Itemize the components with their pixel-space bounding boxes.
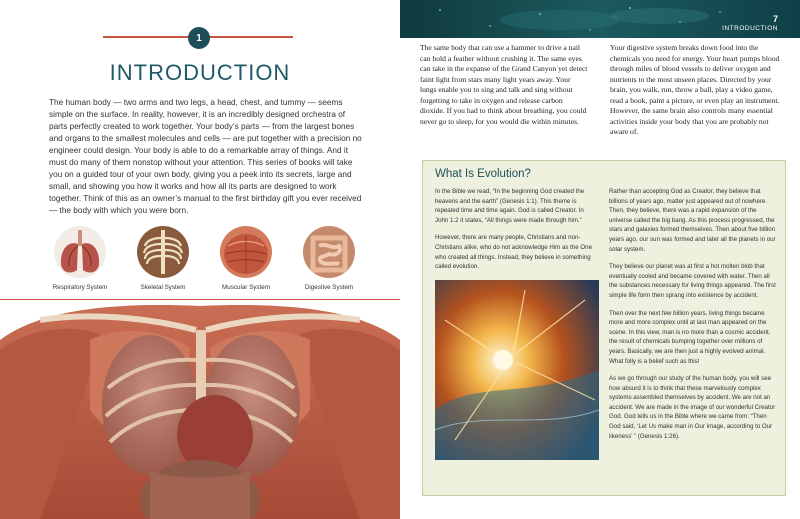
system-label: Muscular System xyxy=(222,284,270,291)
sidebar-paragraph: As we go through our study of the human body, you will see how absurd it is to think that these marvelously complex systems assembled themselves by accident. We are not an accident. We are made in the image of our wonderful Creator God. God tells us in the Bible where we came from: “Then God said, ‘Let Us make man in Our image, according to Our likeness’ ” (Genesis 1:26). xyxy=(609,375,776,440)
system-label: Skeletal System xyxy=(140,284,186,291)
system-respiratory xyxy=(40,226,120,298)
ribcage-icon xyxy=(137,226,189,278)
running-header: INTRODUCTION xyxy=(722,25,778,32)
body-column-right: Your digestive system breaks down food into the chemicals you need for energy. Your heart pumps blood through miles of blood vessels to deliver oxygen and nutrients to the most unseen places. Directed by your brain, you walk, run, throw a ball, play a video game, read a book, paint a picture, or even play an instrument. However, the same brain also controls many essential activities inside your body that you are probably not aware of. xyxy=(610,43,780,136)
sidebar-paragraph: In the Bible we read, “In the beginning God created the heavens and the earth” (Genesis 1:1). This theme is repeated time and time again. God is called Creator. In John 1:2 it states, “All things were made through him.” xyxy=(435,188,585,224)
system-skeletal xyxy=(123,226,203,298)
lungs-icon xyxy=(54,226,106,278)
body-column-left: The same body that can use a hammer to drive a nail can hold a feather without crushing it. The same eyes can take in the expanse of the Grand Canyon yet detect faint light from stars many light years away. Your lungs enable you to sing and talk and sing without forgetting to take in oxygen and release carbon dioxide. If you had to think about breathing, you could never go to sleep, for you would die within minutes. xyxy=(420,43,588,126)
sidebar-paragraph: However, there are many people, Christians and non-Christians alike, who do not acknowledge Him as the One who created all things. Instead, they believe in something called evolution. xyxy=(435,234,593,271)
system-label: Digestive System xyxy=(304,284,354,291)
system-digestive xyxy=(289,226,369,298)
system-muscular xyxy=(206,226,286,298)
header-galaxy-banner xyxy=(400,0,800,38)
sidebar-what-is-evolution xyxy=(422,160,786,496)
body-systems-row xyxy=(40,226,370,298)
page-title: INTRODUCTION xyxy=(109,60,291,85)
sidebar-column-left xyxy=(435,187,598,280)
right-page xyxy=(400,0,800,519)
torso-anatomy-illustration xyxy=(0,300,400,519)
sidebar-column-right xyxy=(609,187,779,449)
sidebar-title: What Is Evolution? xyxy=(435,168,531,180)
sidebar-paragraph: Then over the next few billion years, living things became more and more complex until at last man appeared on the scene. In this view, man is no more than a cosmic accident, the result of chemicals bumping together over millions of years. Basically, we are then just a highly evolved animal. What folly is a belief such as this! xyxy=(609,309,771,365)
chapter-number-badge: 1 xyxy=(188,27,210,49)
muscle-icon xyxy=(220,226,272,278)
page-number: 7 xyxy=(772,14,778,24)
intro-paragraph: The human body — two arms and two legs, a head, chest, and tummy — seems simple on the surface. In reality, however, it is an incredibly designed orchestra of parts perfectly created to work together. Your body’s parts — from the largest bones and organs to the smallest molecules and cells — are put together with a precision no engineer could design. Your body is able to do a remarkable array of things. And it must do many of them nonstop without your attention. This series of books will take you on a guided tour of your own body, giving you a peek into its secrets, large and small, and showing you how it works and how all its parts are designed to work together. Think of this as an owner’s manual to the first birthday gift you ever received — the body with which you were born. xyxy=(49,98,362,215)
system-label: Respiratory System xyxy=(52,284,108,291)
sidebar-paragraph: They believe our planet was at first a hot molten blob that eventually cooled and became covered with water. Then all the substances necessary for living things appeared. The first simple life form then sprang into existence by accident. xyxy=(609,263,776,299)
cosmic-explosion-image xyxy=(435,280,599,460)
intestines-icon xyxy=(303,226,355,278)
sidebar-paragraph: Rather than accepting God as Creator, they believe that billions of years ago, matter just appeared out of nowhere. Then, they believe, there was a rapid expansion of the universe called the big bang. As this process progressed, the stars and galaxies formed themselves. Then about five billion years ago, our sun was formed and later all the planets in our solar system. xyxy=(609,188,776,253)
